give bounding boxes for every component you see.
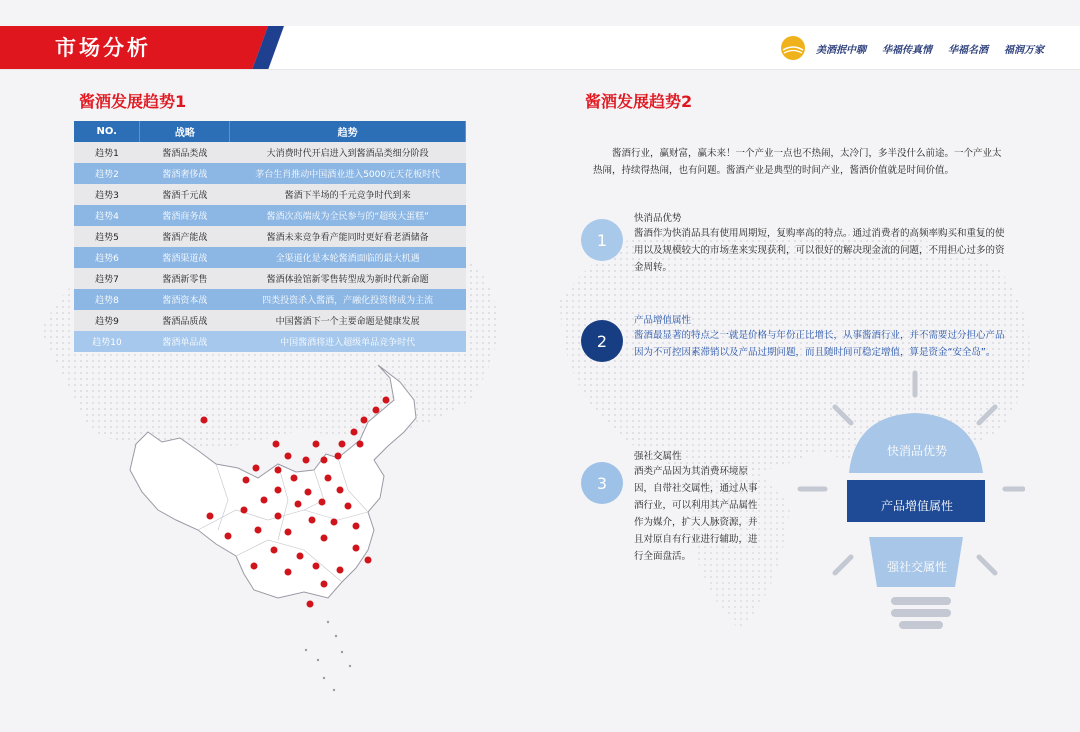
cell-no: 趋势2 xyxy=(74,163,140,184)
slogan-2: 华福传真情 xyxy=(882,44,932,56)
cell-trend: 大消费时代开启进入到酱酒品类细分阶段 xyxy=(230,142,466,163)
item-title-2: 产品增值属性 xyxy=(634,315,692,326)
bulb-base-line-3 xyxy=(899,621,943,629)
trend-table xyxy=(74,121,466,352)
cell-trend: 四类投资杀入酱酒，产融化投资将成为主流 xyxy=(230,289,466,310)
cell-strategy: 酱酒新零售 xyxy=(140,268,230,289)
slogan-3: 华福名酒 xyxy=(948,44,988,56)
column-header-no: NO. xyxy=(74,121,140,142)
cell-trend: 酱酒次高端成为全民参与的“超级大蛋糕” xyxy=(230,205,466,226)
page-title: 市场分析 xyxy=(55,36,151,60)
china-map xyxy=(128,360,428,700)
cell-strategy: 酱酒商务战 xyxy=(140,205,230,226)
table-row xyxy=(74,226,466,247)
bulb-label-3: 强社交属性 xyxy=(886,560,947,574)
number-circle-1: 1 xyxy=(581,219,623,261)
bulb-base-line-1 xyxy=(891,597,951,605)
table-row xyxy=(74,289,466,310)
map-outline xyxy=(130,365,416,598)
cell-trend: 中国酱酒将进入超级单品竞争时代 xyxy=(230,331,466,352)
cell-no: 趋势6 xyxy=(74,247,140,268)
cell-no: 趋势8 xyxy=(74,289,140,310)
cell-strategy: 酱酒品质战 xyxy=(140,310,230,331)
bulb-label-2: 产品增值属性 xyxy=(880,499,953,513)
item-text-1: 酱酒作为快消品具有使用周期短，复购率高的特点。通过消费者的高频率购买和重复的使用以及规模较大的市场垄来实现获利，可以很好的解决现金流的问题，不用担心过多的资金周转。 xyxy=(634,228,1005,273)
column-header-trend: 趋势 xyxy=(230,121,466,142)
table-row xyxy=(74,268,466,289)
cell-no: 趋势9 xyxy=(74,310,140,331)
item-title-3: 强社交属性 xyxy=(634,451,682,462)
south-sea-islands xyxy=(305,621,351,691)
cell-strategy: 酱酒产能战 xyxy=(140,226,230,247)
table-row xyxy=(74,163,466,184)
cell-trend: 酱酒未来竞争看产能同时更好看老酒储备 xyxy=(230,226,466,247)
cell-no: 趋势1 xyxy=(74,142,140,163)
cell-trend: 全渠道化是本轮酱酒面临的最大机遇 xyxy=(230,247,466,268)
brand-logo-icon xyxy=(780,35,806,61)
cell-strategy: 酱酒千元战 xyxy=(140,184,230,205)
item-title-1: 快消品优势 xyxy=(634,213,682,224)
cell-strategy: 酱酒渠道战 xyxy=(140,247,230,268)
table-row xyxy=(74,310,466,331)
intro-paragraph: 酱酒行业，赢财富，赢未来！一个产业一点也不热闹，太冷门，多半没什么前途。一个产业太热闹，持续得热闹，也有问题。酱酒产业是典型的时间产业，酱酒价值就是时间价值。 xyxy=(593,148,1002,176)
number-circle-3: 3 xyxy=(581,462,623,504)
cell-strategy: 酱酒单品战 xyxy=(140,331,230,352)
cell-no: 趋势10 xyxy=(74,331,140,352)
bulb-base-line-2 xyxy=(891,609,951,617)
cell-strategy: 酱酒资本战 xyxy=(140,289,230,310)
cell-trend: 酱酒下半场的千元竞争时代到来 xyxy=(230,184,466,205)
bulb-label-1: 快消品优势 xyxy=(886,444,947,458)
item-text-3: 酒类产品因为其消费环境原因，自带社交属性，通过从事酒行业，可以利用其产品属性作为媒介，扩大人脉资源，并且对原自有行业进行辅助，进行全面盘活。 xyxy=(634,466,758,562)
cell-no: 趋势3 xyxy=(74,184,140,205)
cell-no: 趋势7 xyxy=(74,268,140,289)
cell-trend: 酱酒体验馆新零售转型成为新时代新命题 xyxy=(230,268,466,289)
cell-trend: 茅台生肖推动中国酒业进入5000元天花板时代 xyxy=(230,163,466,184)
column-header-strategy: 战略 xyxy=(140,121,230,142)
table-row xyxy=(74,331,466,352)
section-title-trend-2: 酱酒发展趋势2 xyxy=(585,92,693,111)
number-circle-2: 2 xyxy=(581,320,623,362)
slogan-1: 美酒抿中聊 xyxy=(816,44,866,56)
table-row xyxy=(74,205,466,226)
cell-trend: 中国酱酒下一个主要命题是健康发展 xyxy=(230,310,466,331)
cell-no: 趋势5 xyxy=(74,226,140,247)
table-row xyxy=(74,142,466,163)
item-text-2: 酱酒最显著的特点之一就是价格与年份正比增长，从事酱酒行业，并不需要过分担心产品因为不可控因素滞销以及产品过期问题，而且随时间可稳定增值，算是资金“安全岛”。 xyxy=(634,330,1005,358)
brand-slogans xyxy=(780,35,1044,61)
cell-strategy: 酱酒奢侈战 xyxy=(140,163,230,184)
table-row xyxy=(74,184,466,205)
cell-no: 趋势4 xyxy=(74,205,140,226)
table-row xyxy=(74,247,466,268)
section-title-trend-1: 酱酒发展趋势1 xyxy=(79,92,187,111)
slogan-4: 福润万家 xyxy=(1004,44,1044,56)
table-header-row xyxy=(74,121,466,142)
cell-strategy: 酱酒品类战 xyxy=(140,142,230,163)
